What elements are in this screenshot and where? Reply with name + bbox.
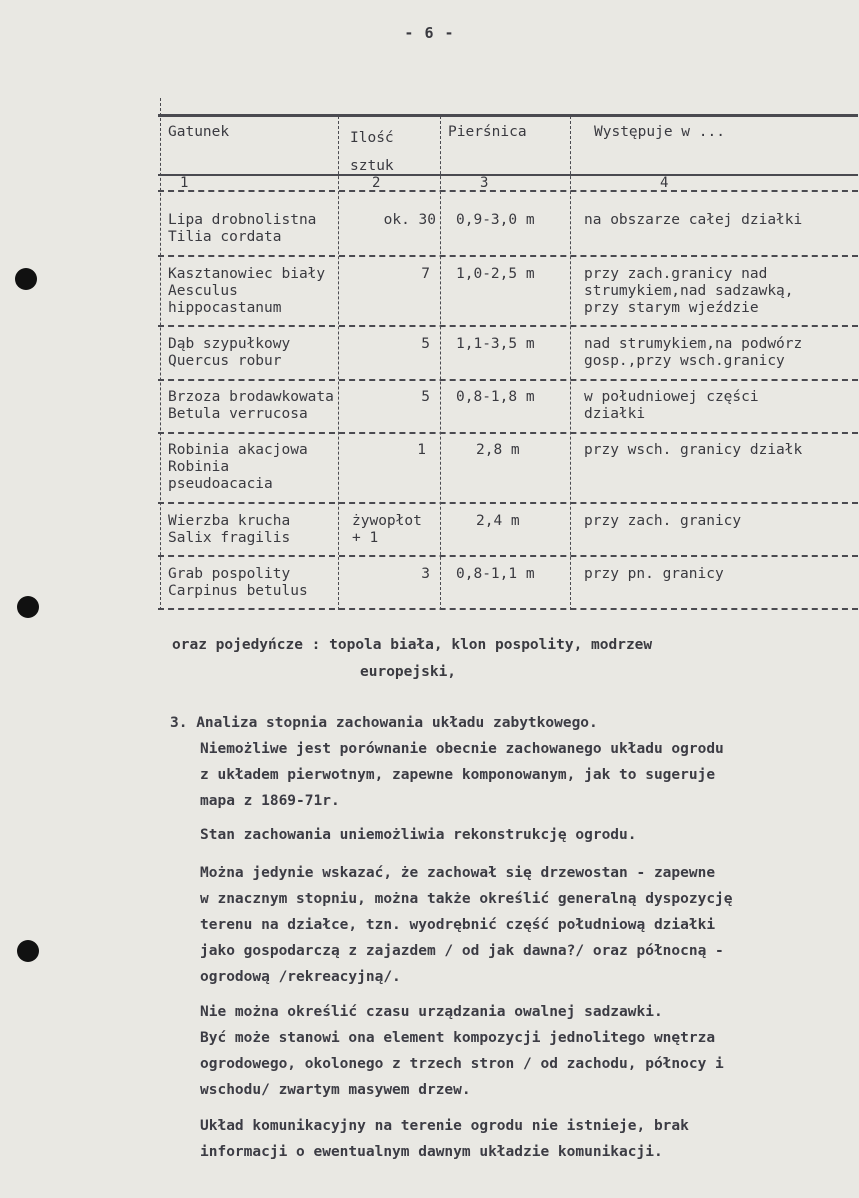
table-bottom-rule — [158, 608, 858, 610]
column-divider — [440, 116, 441, 610]
cell-count: 5 — [421, 336, 430, 352]
cell-count: żywopłot + 1 — [352, 513, 422, 546]
paragraph: Można jedynie wskazać, że zachował się drzewostan - zapewne w znacznym stopniu, można także określić generalną dyspozycję terenu na działce, tzn. wyodrębnić część południową działki jako gospodarczą z zajazdem / od jak dawna?/ oraz północną - ogrodową /rekreacyjną/. — [200, 865, 733, 985]
table-header-rule — [158, 174, 858, 176]
column-divider — [160, 98, 161, 610]
punch-hole-bottom — [17, 940, 39, 962]
column-number-rule — [158, 190, 858, 192]
punch-hole-middle — [17, 596, 39, 618]
column-number: 3 — [480, 175, 489, 191]
cell-species: Kasztanowiec biały Aesculus hippocastanum — [168, 266, 326, 316]
cell-count: ok. 30 — [383, 212, 436, 228]
header-count: Ilość sztuk — [350, 130, 394, 174]
paragraph: Niemożliwe jest porównanie obecnie zachowanego układu ogrodu z układem pierwotnym, zapewne komponowanym, jak to sugeruje mapa z 1869-71r. — [200, 741, 724, 809]
column-number: 2 — [372, 175, 381, 191]
paragraph: Stan zachowania uniemożliwia rekonstrukcję ogrodu. — [200, 827, 637, 843]
note-line-2: europejski, — [360, 664, 457, 680]
page-number: - 6 - — [404, 24, 455, 42]
cell-species: Grab pospolity Carpinus betulus — [168, 566, 308, 599]
header-dbh: Pierśnica — [448, 124, 527, 140]
cell-dbh: 0,8-1,1 m — [456, 566, 535, 582]
cell-dbh: 0,9-3,0 m — [456, 212, 535, 228]
cell-species: Dąb szypułkowy Quercus robur — [168, 336, 291, 369]
cell-location: przy wsch. granicy działk — [584, 442, 803, 458]
header-species: Gatunek — [168, 124, 230, 140]
header-location: Występuje w ... — [594, 124, 725, 140]
cell-location: przy zach.granicy nad strumykiem,nad sadzawką, przy starym wjeździe — [584, 266, 794, 316]
note-line-1: oraz pojedyńcze : topola biała, klon pospolity, modrzew — [172, 637, 653, 653]
cell-count: 7 — [421, 266, 430, 282]
cell-species: Wierzba krucha Salix fragilis — [168, 513, 291, 546]
cell-dbh: 2,8 m — [476, 442, 520, 458]
section-heading: 3. Analiza stopnia zachowania układu zabytkowego. — [170, 715, 598, 731]
column-divider — [338, 116, 339, 610]
cell-dbh: 1,1-3,5 m — [456, 336, 535, 352]
column-number: 1 — [180, 175, 189, 191]
cell-location: przy pn. granicy — [584, 566, 724, 582]
cell-count: 3 — [421, 566, 430, 582]
cell-count: 1 — [417, 442, 426, 458]
paragraph: Nie można określić czasu urządzania owalnej sadzawki. Być może stanowi ona element kompozycji jednolitego wnętrza ogrodowego, okolonego z trzech stron / od zachodu, północy i wschodu/ zwartym masywem drzew. — [200, 1004, 724, 1098]
cell-dbh: 0,8-1,8 m — [456, 389, 535, 405]
cell-species: Brzoza brodawkowata Betula verrucosa — [168, 389, 334, 422]
cell-species: Lipa drobnolistna Tilia cordata — [168, 212, 317, 245]
row-divider — [158, 555, 858, 557]
cell-location: w południowej części działki — [584, 389, 759, 422]
cell-dbh: 2,4 m — [476, 513, 520, 529]
row-divider — [158, 255, 858, 257]
row-divider — [158, 325, 858, 327]
cell-location: przy zach. granicy — [584, 513, 742, 529]
cell-location: na obszarze całej działki — [584, 212, 803, 228]
cell-count: 5 — [421, 389, 430, 405]
table-top-rule — [158, 114, 858, 117]
cell-location: nad strumykiem,na podwórz gosp.,przy wsch.granicy — [584, 336, 803, 369]
row-divider — [158, 432, 858, 434]
cell-species: Robinia akacjowa Robinia pseudoacacia — [168, 442, 308, 492]
column-divider — [570, 116, 571, 610]
row-divider — [158, 379, 858, 381]
paragraph: Układ komunikacyjny na terenie ogrodu nie istnieje, brak informacji o ewentualnym dawnym układzie komunikacji. — [200, 1118, 689, 1160]
column-number: 4 — [660, 175, 669, 191]
cell-dbh: 1,0-2,5 m — [456, 266, 535, 282]
row-divider — [158, 502, 858, 504]
punch-hole-top — [15, 268, 37, 290]
